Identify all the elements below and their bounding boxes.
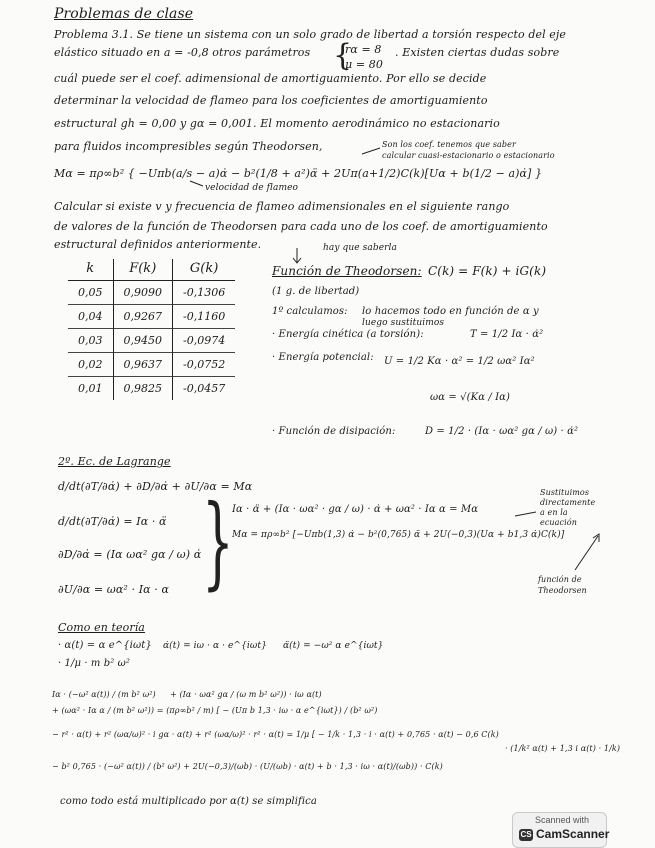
camscanner-stamp: [512, 812, 610, 848]
final-line-3: − b² 0,765 · (−ω² α(t)) / (b² ω²) + 2U(−0,3)/(ωb) · (U/(ωb) · α(t) + b · 1,3 · iω · α(t)/(ωb)) · C(k): [52, 762, 443, 771]
side-note-1: Sustituimos: [540, 488, 590, 497]
table-cell: -0,0752: [173, 353, 236, 377]
table-cell: 0,9090: [113, 281, 173, 305]
kinetic-energy-label: · Energía cinética (a torsión):: [272, 329, 424, 340]
theodorsen-equation: C(k) = F(k) + iG(k): [428, 264, 547, 278]
note-coefficients: Son los coef. tenemos que saber: [382, 140, 516, 149]
arrow-substitute: [515, 512, 536, 516]
problem-line-2: elástico situado en a = -0,8 otros parámetros: [54, 46, 311, 59]
table-cell: 0,9637: [113, 353, 173, 377]
moment-equation: Mα = πρ∞b² { −Uπb(a/s − a)α̇ − b²(1/8 + a²)α̈ + 2Uπ(a+1/2)C(k)[Uα + b(1/2 − a)α̇] }: [54, 167, 543, 180]
arrow-flutter-velocity: [190, 181, 203, 186]
table-cell: 0,9450: [113, 329, 173, 353]
side-note-6: Theodorsen: [538, 586, 587, 595]
page-title: Problemas de clase: [54, 6, 194, 22]
stamp-line-1: Scanned with: [535, 815, 590, 825]
arrow-theodorsen: [575, 536, 598, 570]
side-note-2: directamente: [540, 498, 596, 507]
dissipation-eq: D = 1/2 · (Iα · ωα² gα / ω) · α̇²: [425, 426, 579, 437]
lagrange-term-1: d/dt(∂T/∂α̇) = Iα · α̈: [58, 515, 167, 528]
param-mu: μ = 80: [345, 58, 383, 71]
note-flutter-velocity: velocidad de flameo: [205, 183, 299, 193]
theory-alpha: · α(t) = α e^{iωt}: [58, 640, 152, 651]
side-note-3: a en la: [540, 508, 568, 517]
potential-energy-eq: U = 1/2 Kα · α² = 1/2 ωα² Iα²: [384, 356, 535, 367]
problem-line-2b: . Existen ciertas dudas sobre: [395, 46, 560, 59]
final-line-2: − r² · α(t) + r² (ωα/ω)² · i gα · α(t) + r² (ωα/ω)² · r² · α(t) = 1/μ [ − 1/k · 1,3 · i · α(t) + 0,765 · α(t) − 0,6 C(k): [52, 730, 499, 739]
table-cell: 0,9825: [113, 377, 173, 401]
system-equation-2: Mα = πρ∞b² [−Uπb(1,3) α̇ − b²(0,765) α̈ + 2U(−0,3)(Uα + b1,3 α̇)C(k)]: [232, 530, 565, 540]
theory-divide-note: · 1/μ · m b² ω²: [58, 658, 131, 669]
closing-note: como todo está multiplicado por α(t) se simplifica: [60, 796, 317, 807]
header-k: k: [68, 259, 113, 281]
table-cell: 0,9267: [113, 305, 173, 329]
table-cell: 0,02: [68, 353, 113, 377]
param-r-alpha: rα = 8: [345, 43, 382, 56]
kinetic-energy-eq: T = 1/2 Iα · α̇²: [470, 329, 544, 340]
table-cell: 0,05: [68, 281, 113, 305]
arrowhead-theodorsen: [593, 534, 599, 542]
final-line-2b: · (1/k² α(t) + 1,3 i α(t) · 1/k): [505, 744, 621, 753]
system-brace: }: [202, 483, 234, 600]
table-cell: 0,04: [68, 305, 113, 329]
problem-line-8: de valores de la función de Theodorsen para cada uno de los coef. de amortiguamiento: [54, 220, 548, 233]
theodorsen-label: Función de Theodorsen:: [272, 264, 422, 278]
final-term-1a: Iα · (−ω² α(t)) / (m b² ω²): [52, 690, 156, 699]
table-cell: 0,03: [68, 329, 113, 353]
lagrange-term-3: ∂U/∂α = ωα² · Iα · α: [58, 583, 169, 596]
side-note-4: ecuación: [540, 518, 577, 527]
final-term-1c: + (ωα² · Iα α / (m b² ω²)) = (πρ∞b² / m) [ − (Uπ b 1,3 · iω · α e^{iωt}) / (b² ω²): [52, 706, 378, 715]
calc-step-label: 1º calculamos:: [272, 306, 348, 317]
header-gk: G(k): [173, 259, 236, 281]
note-must-know: hay que saberla: [323, 243, 397, 253]
lagrange-equation: d/dt(∂T/∂α̇) + ∂D/∂α̇ + ∂U/∂α = Mα: [58, 480, 253, 493]
potential-energy-label: · Energía potencial:: [272, 352, 374, 363]
header-fk: F(k): [113, 259, 173, 281]
problem-line-5: estructural gh = 0,00 y gα = 0,001. El momento aerodinámico no estacionario: [54, 117, 500, 130]
problem-line-1: Problema 3.1. Se tiene un sistema con un solo grado de libertad a torsión respecto del eje: [54, 28, 567, 41]
note-coefficients-2: calcular cuasi-estacionario o estacionario: [382, 151, 555, 160]
table-cell: -0,1306: [173, 281, 236, 305]
system-equation-1: Iα · α̈ + (Iα · ωα² · gα / ω) · α̇ + ωα² · Iα α = Mα: [232, 504, 479, 515]
problem-line-3: cuál puede ser el coef. adimensional de amortiguamiento. Por ello se decide: [54, 72, 487, 85]
theory-heading: Como en teoría: [58, 621, 145, 634]
problem-line-4: determinar la velocidad de flameo para los coeficientes de amortiguamiento: [54, 94, 488, 107]
dissipation-label: · Función de disipación:: [272, 426, 396, 437]
problem-line-7: Calcular si existe v y frecuencia de flameo adimensionales en el siguiente rango: [54, 200, 510, 213]
theory-alpha-dot: α̇(t) = iω · α · e^{iωt}: [163, 641, 267, 651]
omega-alpha-eq: ωα = √(Kα / Iα): [430, 392, 510, 403]
arrow-coefficients: [362, 148, 380, 154]
degree-of-freedom-note: (1 g. de libertad): [272, 286, 360, 297]
side-note-5: función de: [538, 575, 582, 584]
table-cell: -0,1160: [173, 305, 236, 329]
lagrange-term-2: ∂D/∂α̇ = (Iα ωα² gα / ω) α̇: [58, 548, 202, 561]
calc-note: lo hacemos todo en función de α y: [362, 306, 539, 317]
lagrange-heading: 2º. Ec. de Lagrange: [58, 455, 171, 468]
theory-alpha-ddot: α̈(t) = −ω² α e^{iωt}: [283, 641, 384, 651]
table-cell: 0,01: [68, 377, 113, 401]
table-cell: -0,0457: [173, 377, 236, 401]
stamp-line-2: CamScanner: [536, 827, 610, 841]
final-term-1b: + (Iα · ωα² gα / (ω m b² ω²)) · iω α(t): [170, 690, 322, 699]
parameter-brace: {: [333, 38, 353, 73]
problem-line-6: para fluidos incompresibles según Theodorsen,: [54, 140, 323, 153]
camscanner-logo-icon: CS: [520, 830, 532, 839]
problem-line-9: estructural definidos anteriormente.: [54, 238, 262, 251]
table-cell: -0,0974: [173, 329, 236, 353]
calc-note-2: luego sustituimos: [362, 318, 445, 328]
